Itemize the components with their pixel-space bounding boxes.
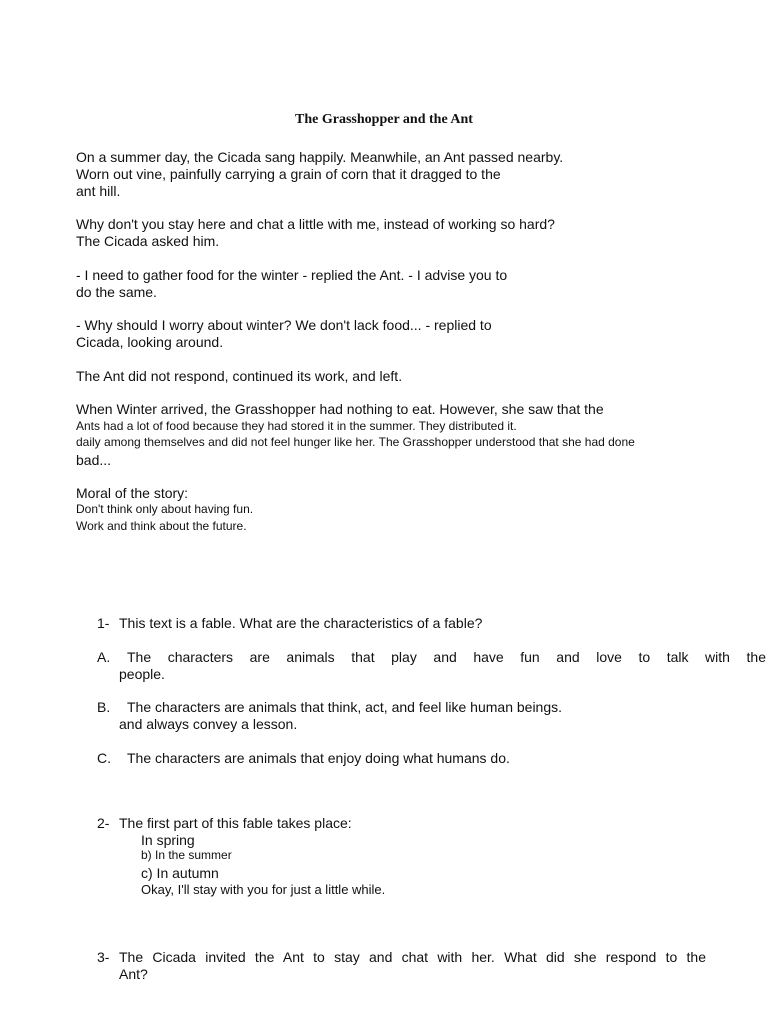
question-text-cont: Ant?: [119, 966, 148, 982]
story-line: When Winter arrived, the Grasshopper had nothing to eat. However, she saw that the: [76, 401, 604, 417]
option-text: c) In autumn: [141, 865, 219, 881]
option-text-cont: people.: [119, 666, 165, 682]
document-title: The Grasshopper and the Ant: [295, 112, 473, 127]
option-text: The characters are animals that think, act, and feel like human beings.: [127, 699, 563, 715]
story-line: Worn out vine, painfully carrying a grain of corn that it dragged to the: [76, 166, 501, 182]
moral-heading: Moral of the story:: [76, 485, 189, 501]
question-number: 3-: [97, 949, 110, 965]
story-line: On a summer day, the Cicada sang happily. Meanwhile, an Ant passed nearby.: [76, 149, 564, 165]
question-number: 1-: [97, 615, 110, 631]
option-text: In spring: [141, 832, 195, 848]
story-line: Ants had a lot of food because they had stored it in the summer. They distributed it.: [76, 419, 517, 433]
story-line: bad...: [76, 452, 112, 468]
option-letter: B.: [97, 699, 111, 715]
option-text: The characters are animals that enjoy doing what humans do.: [127, 750, 510, 766]
option-letter: A.: [97, 649, 111, 665]
story-line: do the same.: [76, 284, 157, 300]
question-number: 2-: [97, 815, 110, 831]
option-text: The characters are animals that play and have fun and love to talk with the: [127, 649, 766, 665]
moral-line: Don't think only about having fun.: [76, 502, 254, 516]
option-text: b) In the summer: [141, 848, 232, 862]
option-text-cont: and always convey a lesson.: [119, 716, 298, 732]
question-text: This text is a fable. What are the characteristics of a fable?: [119, 615, 483, 631]
story-line: The Ant did not respond, continued its work, and left.: [76, 368, 403, 384]
story-line: daily among themselves and did not feel hunger like her. The Grasshopper understood that she had done: [76, 435, 635, 449]
question-text: The first part of this fable takes place:: [119, 815, 352, 831]
option-text: Okay, I'll stay with you for just a little while.: [141, 882, 386, 897]
option-letter: C.: [97, 750, 111, 766]
moral-line: Work and think about the future.: [76, 519, 247, 533]
story-line: ant hill.: [76, 183, 121, 199]
story-line: - Why should I worry about winter? We don't lack food... - replied to: [76, 317, 492, 333]
story-line: Cicada, looking around.: [76, 334, 224, 350]
question-text: The Cicada invited the Ant to stay and chat with her. What did she respond to the: [119, 949, 706, 965]
story-line: - I need to gather food for the winter - replied the Ant. - I advise you to: [76, 267, 508, 283]
story-line: Why don't you stay here and chat a little with me, instead of working so hard?: [76, 216, 555, 232]
story-line: The Cicada asked him.: [76, 233, 220, 249]
